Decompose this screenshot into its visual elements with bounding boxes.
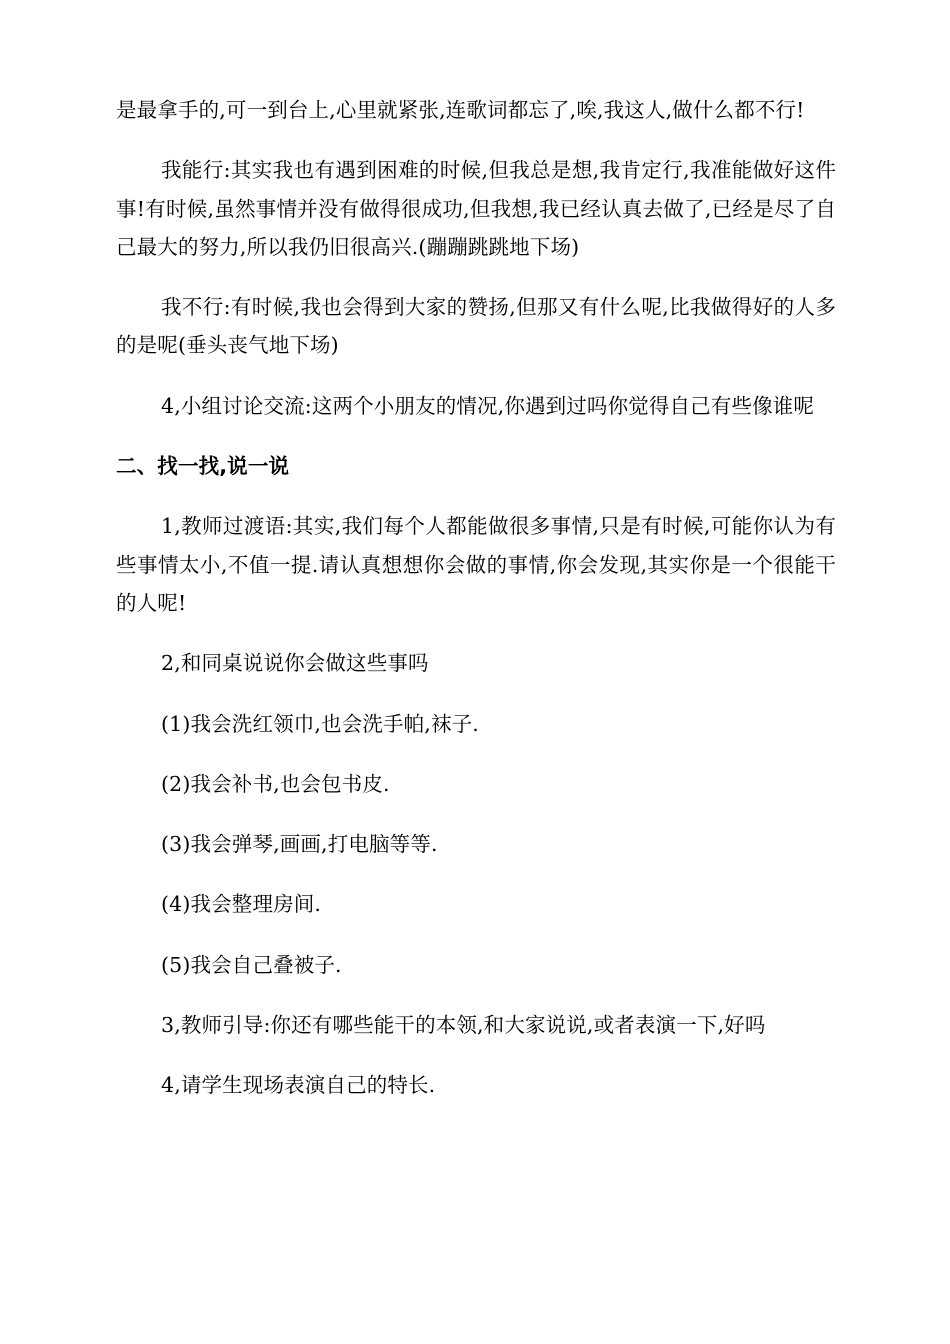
list-item: (1)我会洗红领巾,也会洗手帕,袜子. — [161, 711, 479, 736]
list-item: (3)我会弹琴,画画,打电脑等等. — [161, 832, 438, 857]
paragraph-wo-neng-xing: 我能行:其实我也有遇到困难的时候,但我总是想,我肯定行,我准能做好这件事!有时候,虽然事情并没有做得很成功,但我想,我已经认真去做了,已经是尽了自己最大的努力,所以我仍旧很高兴.(蹦蹦跳跳地下场) — [116, 158, 836, 259]
paragraph-wo-bu-xing: 我不行:有时候,我也会得到大家的赞扬,但那又有什么呢,比我做得好的人多的是呢(垂头丧气地下场) — [116, 295, 836, 358]
paragraph-teacher-transition: 1,教师过渡语:其实,我们每个人都能做很多事情,只是有时候,可能你认为有些事情太小,不值一提.请认真想想你会做的事情,你会发现,其实你是一个很能干的人呢! — [116, 514, 836, 615]
paragraph-student-performance: 4,请学生现场表演自己的特长. — [161, 1073, 436, 1098]
paragraph-group-discussion: 4,小组讨论交流:这两个小朋友的情况,你遇到过吗你觉得自己有些像谁呢 — [161, 393, 815, 418]
paragraph-talk-with-deskmate: 2,和同桌说说你会做这些事吗 — [161, 651, 429, 676]
list-item: (5)我会自己叠被子. — [161, 952, 342, 977]
list-item: (2)我会补书,也会包书皮. — [161, 771, 390, 796]
list-item: (4)我会整理房间. — [161, 892, 322, 917]
section-heading: 二、找一找,说一说 — [116, 454, 290, 479]
paragraph-continuation: 是最拿手的,可一到台上,心里就紧张,连歌词都忘了,唉,我这人,做什么都不行! — [116, 98, 805, 122]
paragraph-teacher-guide: 3,教师引导:你还有哪些能干的本领,和大家说说,或者表演一下,好吗 — [161, 1013, 766, 1038]
document-body — [116, 91, 836, 1105]
